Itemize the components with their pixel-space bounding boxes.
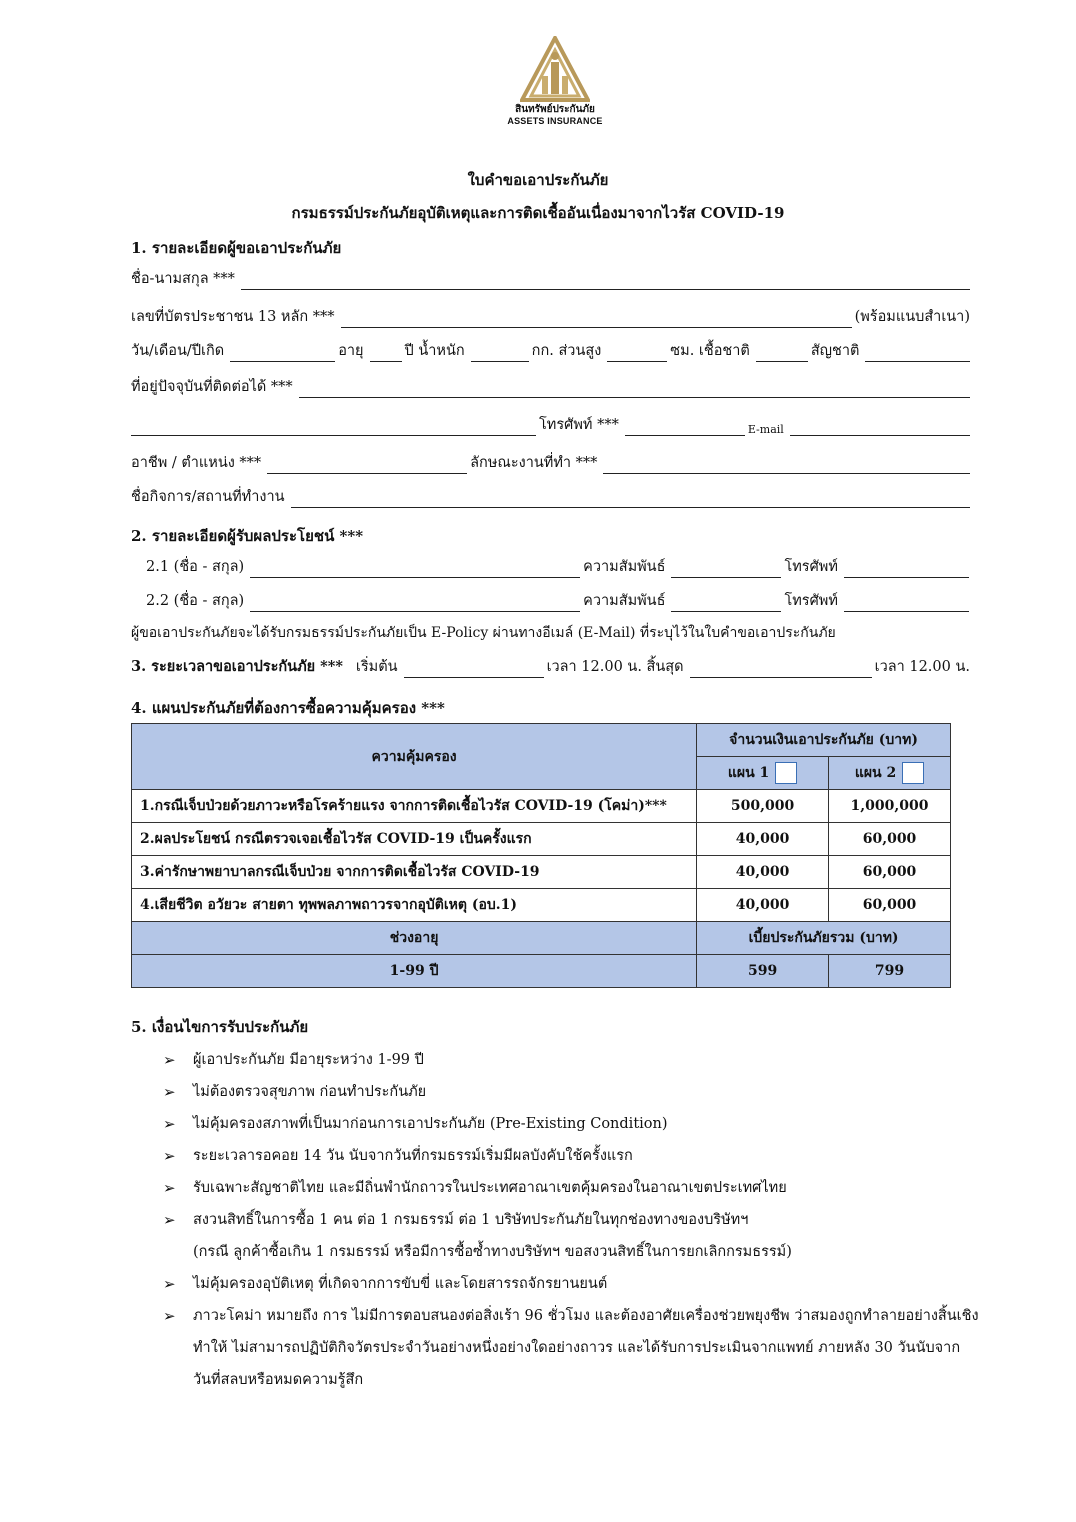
- height-field[interactable]: [607, 345, 667, 362]
- condition-item: [163, 1204, 1003, 1268]
- name-label: ชื่อ-นามสกุล ***: [131, 271, 235, 287]
- email-field[interactable]: [790, 419, 970, 436]
- arrow-bullet-icon: ➢: [163, 1211, 176, 1229]
- beneficiary-1-phone-label: โทรศัพท์: [784, 559, 838, 575]
- id-suffix: (พร้อมแนบสำเนา): [854, 309, 970, 325]
- company-logo: [490, 36, 620, 126]
- nationality-field[interactable]: [865, 345, 970, 362]
- kg-height-label: กก. ส่วนสูง: [531, 343, 602, 359]
- plan1-label: แผน 1: [727, 765, 770, 781]
- coverage-row-label: 1.กรณีเจ็บป่วยด้วยภาวะหรือโรคร้ายแรง จากการติดเชื้อไวรัส COVID-19 (โคม่า)***: [132, 790, 697, 823]
- age-field[interactable]: [370, 345, 402, 362]
- plan1-value: 40,000: [697, 823, 829, 856]
- table-row: [132, 856, 951, 889]
- beneficiary-2-label: 2.2 (ชื่อ - สกุล): [146, 593, 245, 609]
- arrow-bullet-icon: ➢: [163, 1307, 176, 1325]
- occupation-row: [131, 452, 973, 474]
- section2-heading: 2. รายละเอียดผู้รับผลประโยชน์ ***: [131, 527, 364, 545]
- plan1-value: 500,000: [697, 790, 829, 823]
- start-date-field[interactable]: [404, 661, 544, 678]
- cm-ethnicity-label: ซม. เชื้อชาติ: [670, 343, 750, 359]
- logo-name-english: ASSETS INSURANCE: [507, 116, 603, 126]
- nationality-label: สัญชาติ: [810, 343, 860, 359]
- condition-text: ผู้เอาประกันภัย มีอายุระหว่าง 1-99 ปี: [193, 1052, 424, 1068]
- address-line2-field[interactable]: [131, 419, 536, 436]
- email-label: E-mail: [747, 423, 784, 436]
- beneficiary-1-relation-field[interactable]: [671, 561, 781, 578]
- start-label: เริ่มต้น: [355, 659, 398, 675]
- condition-text: สงวนสิทธิ์ในการซื้อ 1 คน ต่อ 1 กรมธรรม์ ต่อ 1 บริษัทประกันภัยในทุกช่องทางของบริษัทฯ: [193, 1212, 749, 1228]
- premium-plan1-value: 599: [697, 955, 829, 988]
- condition-continuation: วันที่สลบหรือหมดความรู้สึก: [193, 1372, 364, 1388]
- phone-email-row: [131, 414, 973, 436]
- age-range-value: 1-99 ปี: [132, 955, 697, 988]
- address-label: ที่อยู่ปัจจุบันที่ติดต่อได้ ***: [131, 379, 293, 395]
- arrow-bullet-icon: ➢: [163, 1051, 176, 1069]
- beneficiary-2-relation-field[interactable]: [671, 595, 781, 612]
- age-label: อายุ: [338, 343, 364, 359]
- premium-header: เบี้ยประกันภัยรวม (บาท): [697, 922, 951, 955]
- beneficiary-2-name-field[interactable]: [250, 595, 580, 612]
- beneficiary-2-phone-field[interactable]: [844, 595, 969, 612]
- plan2-value: 60,000: [829, 856, 951, 889]
- coverage-table: [131, 723, 951, 988]
- year-weight-label: ปี น้ำหนัก: [404, 343, 465, 359]
- beneficiary-row-2: [146, 590, 972, 612]
- condition-text: รับเฉพาะสัญชาติไทย และมีถิ่นพำนักถาวรในประเทศอาณาเขตคุ้มครองในอาณาเขตประเทศไทย: [193, 1180, 787, 1196]
- workplace-label: ชื่อกิจการ/สถานที่ทำงาน: [131, 489, 285, 505]
- beneficiary-row-1: [146, 556, 972, 578]
- coverage-header: ความคุ้มครอง: [132, 724, 697, 790]
- form-title: ใบคำขอเอาประกันภัย: [467, 171, 609, 189]
- section4-heading: 4. แผนประกันภัยที่ต้องการซื้อความคุ้มครอง ***: [131, 699, 445, 717]
- work-type-field[interactable]: [603, 457, 970, 474]
- condition-text: ภาวะโคม่า หมายถึง การ ไม่มีการตอบสนองต่อสิ่งเร้า 96 ชั่วโมง และต้องอาศัยเครื่องช่วยพยุงชีพ ว่าสมองถูกทำลายอย่างสิ้นเชิง: [193, 1308, 979, 1324]
- plan2-checkbox[interactable]: [902, 762, 924, 784]
- id-label: เลขที่บัตรประชาชน 13 หลัก ***: [131, 309, 335, 325]
- age-range-header: ช่วงอายุ: [132, 922, 697, 955]
- plan2-value: 60,000: [829, 823, 951, 856]
- arrow-bullet-icon: ➢: [163, 1147, 176, 1165]
- personal-details-row: [131, 340, 973, 362]
- condition-item: [163, 1300, 1003, 1396]
- arrow-bullet-icon: ➢: [163, 1275, 176, 1293]
- id-row: [131, 306, 973, 328]
- address-field[interactable]: [299, 381, 970, 398]
- time-label: เวลา 12.00 น.: [874, 659, 970, 675]
- occupation-label: อาชีพ / ตำแหน่ง ***: [131, 455, 262, 471]
- plan2-value: 60,000: [829, 889, 951, 922]
- arrow-bullet-icon: ➢: [163, 1083, 176, 1101]
- dob-label: วัน/เดือน/ปีเกิด: [131, 343, 225, 359]
- table-row: [132, 823, 951, 856]
- beneficiary-2-relation-label: ความสัมพันธ์: [583, 593, 666, 609]
- id-field[interactable]: [341, 311, 852, 328]
- premium-plan2-value: 799: [829, 955, 951, 988]
- plan1-value: 40,000: [697, 856, 829, 889]
- workplace-field[interactable]: [291, 491, 971, 508]
- phone-field[interactable]: [625, 419, 745, 436]
- dob-field[interactable]: [230, 345, 335, 362]
- ethnicity-field[interactable]: [756, 345, 808, 362]
- assets-insurance-logo-icon: [520, 36, 590, 102]
- conditions-list: [163, 1044, 1003, 1396]
- epolicy-note: ผู้ขอเอาประกันภัยจะได้รับกรมธรรม์ประกันภัยเป็น E-Policy ผ่านทางอีเมล์ (E-Mail) ที่ระบุไว้ในใบคำขอเอาประกันภัย: [131, 625, 836, 641]
- workplace-row: [131, 486, 973, 508]
- table-row: [132, 889, 951, 922]
- arrow-bullet-icon: ➢: [163, 1115, 176, 1133]
- condition-text: ระยะเวลารอคอย 14 วัน นับจากวันที่กรมธรรม์เริ่มมีผลบังคับใช้ครั้งแรก: [193, 1148, 633, 1164]
- name-field[interactable]: [241, 273, 970, 290]
- condition-item: [163, 1268, 1003, 1300]
- coverage-row-label: 3.ค่ารักษาพยาบาลกรณีเจ็บป่วย จากการติดเชื้อไวรัส COVID-19: [132, 856, 697, 889]
- occupation-field[interactable]: [267, 457, 467, 474]
- condition-text: ไม่คุ้มครองอุบัติเหตุ ที่เกิดจากการขับขี่ และโดยสารรถจักรยานยนต์: [193, 1276, 608, 1292]
- condition-text: ไม่ต้องตรวจสุขภาพ ก่อนทำประกันภัย: [193, 1084, 427, 1100]
- table-row: [132, 790, 951, 823]
- plan2-header: [829, 757, 951, 790]
- condition-item: [163, 1076, 1003, 1108]
- arrow-bullet-icon: ➢: [163, 1179, 176, 1197]
- plan1-value: 40,000: [697, 889, 829, 922]
- beneficiary-1-phone-field[interactable]: [844, 561, 969, 578]
- end-date-field[interactable]: [690, 661, 872, 678]
- plan1-checkbox[interactable]: [775, 762, 797, 784]
- coverage-row-label: 2.ผลประโยชน์ กรณีตรวจเจอเชื้อไวรัส COVID-19 เป็นครั้งแรก: [132, 823, 697, 856]
- beneficiary-1-relation-label: ความสัมพันธ์: [583, 559, 666, 575]
- sum-insured-header: จำนวนเงินเอาประกันภัย (บาท): [697, 724, 951, 757]
- condition-item: [163, 1044, 1003, 1076]
- beneficiary-1-label: 2.1 (ชื่อ - สกุล): [146, 559, 245, 575]
- policy-title: กรมธรรม์ประกันภัยอุบัติเหตุและการติดเชื้ออันเนื่องมาจากไวรัส COVID-19: [291, 204, 785, 222]
- condition-text: ไม่คุ้มครองสภาพที่เป็นมาก่อนการเอาประกันภัย (Pre-Existing Condition): [193, 1116, 668, 1132]
- condition-item: [163, 1108, 1003, 1140]
- period-row: [131, 656, 973, 678]
- name-row: [131, 268, 973, 290]
- phone-label: โทรศัพท์ ***: [539, 417, 619, 433]
- beneficiary-2-phone-label: โทรศัพท์: [784, 593, 838, 609]
- plan2-label: แผน 2: [854, 765, 897, 781]
- plan2-value: 1,000,000: [829, 790, 951, 823]
- condition-continuation: (กรณี ลูกค้าซื้อเกิน 1 กรมธรรม์ หรือมีการซื้อซ้ำทางบริษัทฯ ขอสงวนสิทธิ์ในการยกเลิกกรมธรรม์): [193, 1244, 792, 1260]
- condition-item: [163, 1172, 1003, 1204]
- condition-continuation: ทำให้ ไม่สามารถปฏิบัติกิจวัตรประจำวันอย่างหนึ่งอย่างใดอย่างถาวร และได้รับการประเมินจากแพทย์ ภายหลัง 30 วันนับจาก: [193, 1340, 961, 1356]
- condition-item: [163, 1140, 1003, 1172]
- coverage-row-label: 4.เสียชีวิต อวัยวะ สายตา ทุพพลภาพถาวรจากอุบัติเหตุ (อบ.1): [132, 889, 697, 922]
- section5-heading: 5. เงื่อนไขการรับประกันภัย: [131, 1018, 309, 1036]
- logo-name-thai: สินทรัพย์ประกันภัย: [515, 104, 595, 115]
- address-row: [131, 376, 973, 398]
- section1-heading: 1. รายละเอียดผู้ขอเอาประกันภัย: [131, 239, 342, 257]
- work-type-label: ลักษณะงานที่ทำ ***: [470, 455, 598, 471]
- time-end-label: เวลา 12.00 น. สิ้นสุด: [546, 659, 684, 675]
- section3-heading: 3. ระยะเวลาขอเอาประกันภัย ***: [131, 658, 343, 675]
- plan1-header: [697, 757, 829, 790]
- weight-field[interactable]: [471, 345, 529, 362]
- beneficiary-1-name-field[interactable]: [250, 561, 580, 578]
